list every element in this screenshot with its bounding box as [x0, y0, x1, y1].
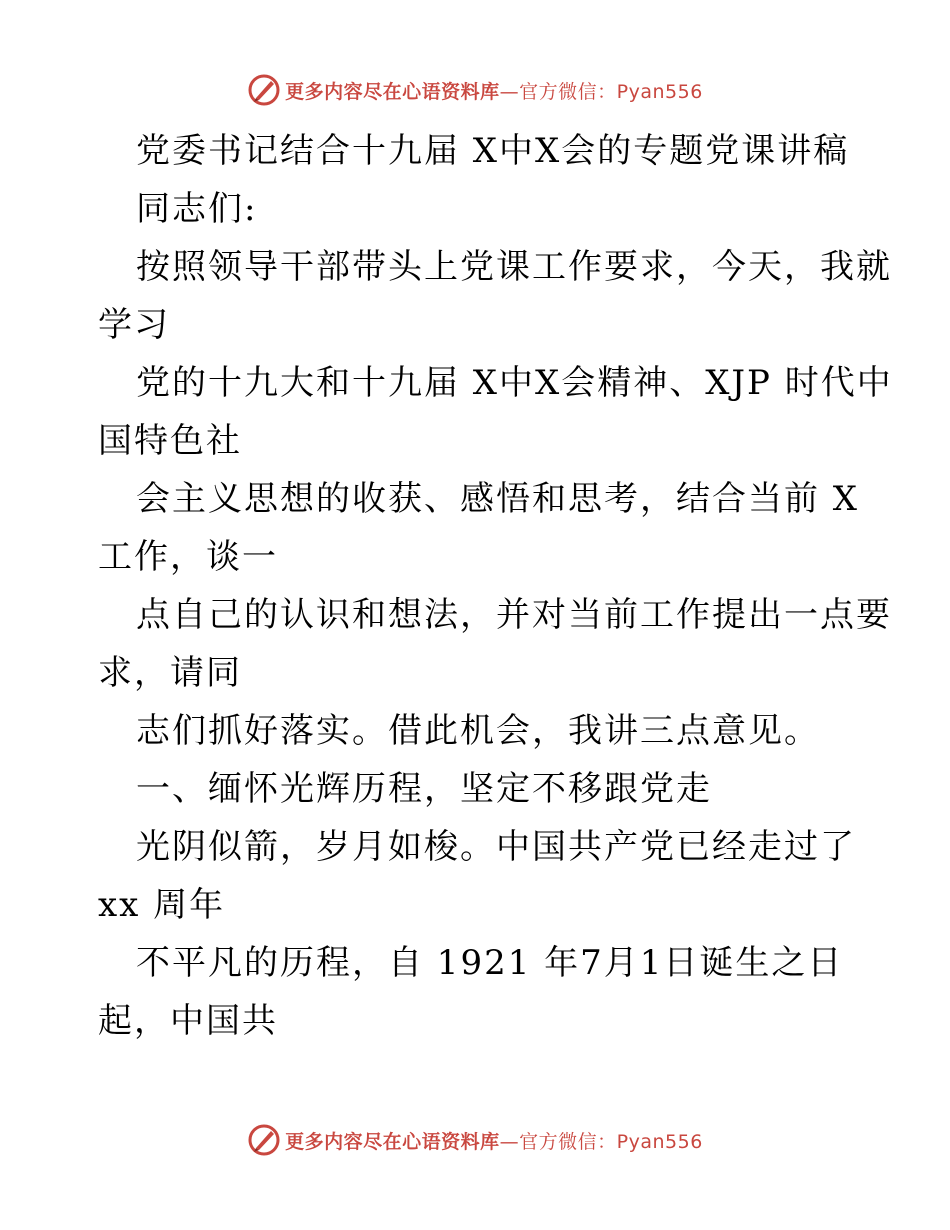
watermark-separator: — — [499, 80, 520, 103]
watermark-text — [285, 77, 703, 104]
quill-pen-icon — [247, 73, 281, 107]
quill-pen-icon — [247, 1123, 281, 1157]
paragraph-line: 点自己的认识和想法，并对当前工作提出一点要 — [136, 595, 892, 635]
document-body — [98, 122, 893, 1050]
paragraph-line: 志们抓好落实。借此机会，我讲三点意见。 — [136, 711, 820, 751]
paragraph-line: 光阴似箭，岁月如梭。中国共产党已经走过了 — [136, 827, 856, 867]
paragraph-line: 同志们: — [136, 189, 258, 229]
paragraph-line: 求，请同 — [98, 653, 242, 693]
paragraph-line: 国特色社 — [98, 421, 242, 461]
document-title: 党委书记结合十九届 X中X会的专题党课讲稿 — [136, 131, 850, 171]
paragraph-line: xx 周年 — [98, 885, 226, 925]
paragraph-line: 按照领导干部带头上党课工作要求，今天，我就 — [136, 247, 892, 287]
watermark-wechat: 官方微信：Pyan556 — [519, 80, 703, 103]
paragraph-line: 党的十九大和十九届 X中X会精神、XJP 时代中 — [136, 363, 893, 403]
section-heading: 一、缅怀光辉历程，坚定不移跟党走 — [136, 769, 712, 809]
paragraph-line: 不平凡的历程，自 1921 年7月1日诞生之日 — [136, 943, 844, 983]
paragraph-line: 会主义思想的收获、感悟和思考，结合当前 X — [136, 479, 860, 519]
paragraph-line: 工作，谈一 — [98, 537, 278, 577]
watermark-footer — [0, 1120, 950, 1160]
paragraph-line: 学习 — [98, 305, 170, 345]
paragraph-line: 起，中国共 — [98, 1001, 278, 1041]
watermark-text — [285, 1127, 703, 1154]
watermark-main: 更多内容尽在心语资料库 — [285, 1130, 500, 1153]
watermark-wechat: 官方微信：Pyan556 — [519, 1130, 703, 1153]
watermark-header — [0, 70, 950, 110]
watermark-separator: — — [499, 1130, 520, 1153]
watermark-main: 更多内容尽在心语资料库 — [285, 80, 500, 103]
